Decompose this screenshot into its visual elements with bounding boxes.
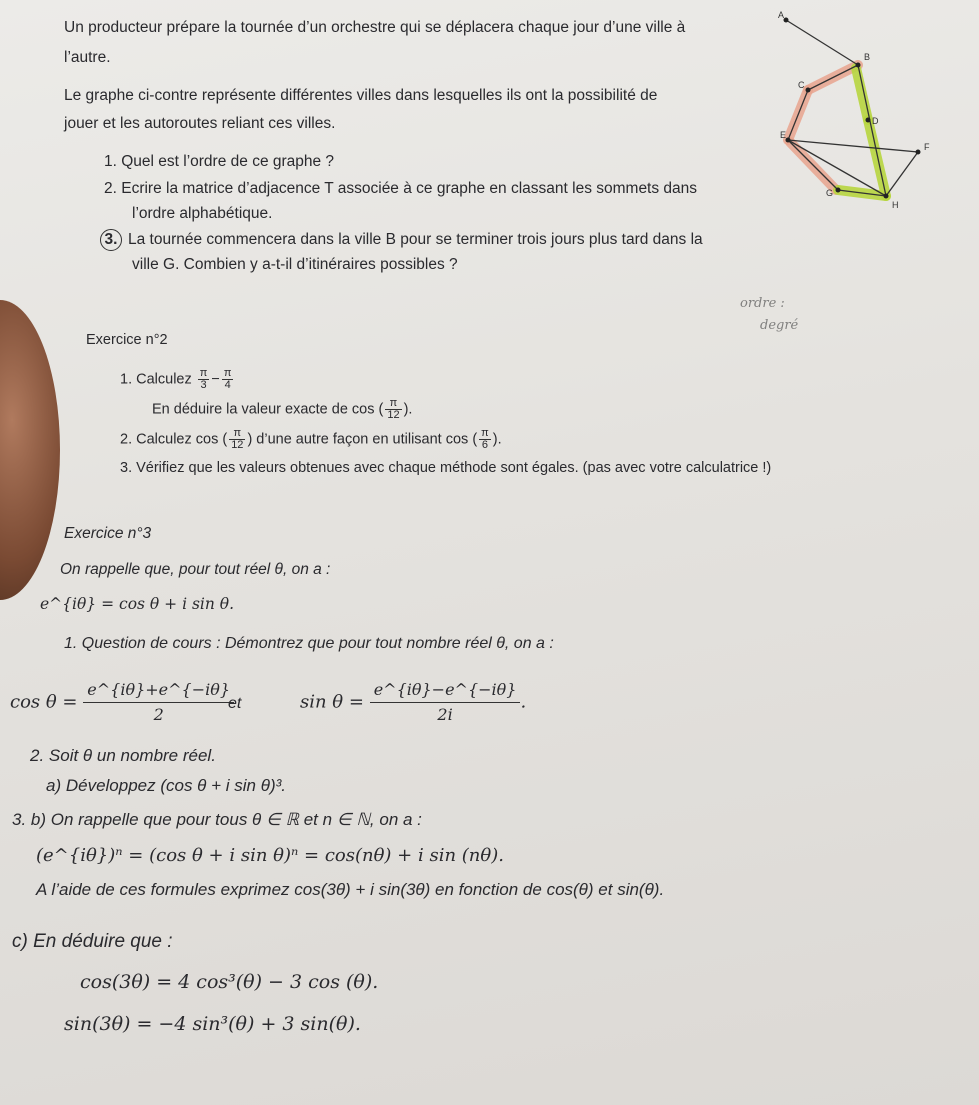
fraction-pi-over-3: $\frac{\pi}{3}$	[199, 367, 208, 391]
ex3-title: Exercice n°3	[64, 525, 152, 542]
handwritten-note-line2: degré	[760, 318, 799, 333]
minus-sign: −	[211, 371, 220, 388]
ex3-recall: On rappelle que, pour tout réel θ, on a :	[60, 561, 331, 578]
ex3-question-1: 1. Question de cours : Démontrez que pour tout nombre réel θ, on a :	[64, 635, 554, 652]
ex3-aide-instruction: A l’aide de ces formules exprimez cos(3θ) + i sin(3θ) en fonction de cos(θ) et sin(θ).	[36, 880, 665, 899]
node-label-c: C	[798, 80, 805, 90]
ex2-question-1-line2: En déduire la valeur exacte de cos ( $\frac{\pi}{12}$ ).	[152, 397, 413, 421]
fraction-pi-over-12: $\frac{\pi}{12}$	[387, 397, 400, 421]
node-label-d: D	[872, 116, 879, 126]
ex1-question-2-line1: 2. Ecrire la matrice d’adjacence T associée à ce graphe en classant les sommets dans	[104, 180, 698, 197]
et-connector: et	[228, 695, 242, 712]
edge-c-e	[788, 90, 808, 140]
fraction-pi-over-4: $\frac{\pi}{4}$	[223, 367, 232, 391]
node-label-g: G	[826, 188, 834, 198]
fraction-pi-over-6: $\frac{\pi}{6}$	[481, 427, 489, 451]
edge-b-c	[808, 65, 858, 90]
node-label-a: A	[778, 10, 785, 20]
handwritten-note-line1: ordre :	[740, 296, 785, 311]
ex2-question-3: 3. Vérifiez que les valeurs obtenues avec chaque méthode sont égales. (pas avec votre calculatrice !)	[120, 460, 772, 476]
node-label-f: F	[924, 142, 930, 152]
ex1-question-1: 1. Quel est l’ordre de ce graphe ?	[104, 153, 335, 170]
sin-formula: sin θ = $\frac{e\^{}\{i\theta\}-e\^{}\{-i\theta\}}{2i}$ .	[300, 680, 527, 724]
edge-e-f	[788, 140, 918, 152]
cos-fraction: $\frac{e\^{}\{i\theta\}+e\^{}\{-i\theta\}}{2}$	[83, 680, 234, 725]
edge-h-f	[886, 152, 918, 196]
euler-formula: e^{iθ} = cos θ + i sin θ.	[40, 595, 235, 613]
circled-number-3: 3.	[100, 229, 122, 251]
city-graph	[768, 10, 968, 220]
node-label-b: B	[864, 52, 871, 62]
edge-b-h	[858, 65, 886, 196]
sin-fraction: $\frac{e\^{}\{i\theta\}-e\^{}\{-i\theta\}}{2i}$	[370, 680, 521, 725]
ex1-question-3-line2: ville G. Combien y a-t-il d’itinéraires possibles ?	[132, 256, 458, 273]
highlight-edge-b-d	[856, 68, 868, 120]
ex1-question-3-line1	[100, 229, 703, 251]
ex1-intro-line2: l’autre.	[64, 49, 111, 66]
ex1-question-3-text: La tournée commencera dans la ville B pour se terminer trois jours plus tard dans la	[128, 231, 703, 248]
ex2-question-1-line1	[120, 368, 235, 391]
cos-formula	[10, 680, 234, 725]
cos-lhs: cos θ =	[10, 691, 78, 713]
ex1-intro-line1: Un producteur prépare la tournée d’un orchestre qui se déplacera chaque jour d’une ville à	[64, 19, 686, 36]
ex2-question-2: 2. Calculez cos ( $\frac{\pi}{12}$ ) d’une autre façon en utilisant cos ( $\frac{\pi}{6}$ ).	[120, 427, 502, 451]
ex3-question-2: 2. Soit θ un nombre réel.	[30, 746, 216, 765]
ex1-para-line2: jouer et les autoroutes reliant ces villes.	[64, 115, 336, 132]
cos-3theta-result: cos(3θ) = 4 cos³(θ) − 3 cos (θ).	[80, 971, 379, 993]
ex2-q1-label: 1. Calculez	[120, 371, 192, 388]
sin-lhs: sin θ =	[300, 691, 364, 713]
ex1-para-line1: Le graphe ci-contre représente différentes villes dans lesquelles ils ont la possibilité de	[64, 87, 658, 104]
ex2-title: Exercice n°2	[86, 332, 168, 348]
ex3-question-c: c) En déduire que :	[12, 931, 173, 952]
edge-a-b	[786, 20, 858, 65]
ex3-question-2a: a) Développez (cos θ + i sin θ)³.	[46, 776, 287, 795]
node-label-h: H	[892, 200, 899, 210]
node-label-e: E	[780, 130, 787, 140]
fraction-pi-over-12-b: $\frac{\pi}{12}$	[231, 427, 244, 451]
ex3-question-3b: 3. b) On rappelle que pour tous θ ∈ ℝ et n ∈ ℕ, on a :	[12, 810, 422, 829]
de-moivre-formula: (e^{iθ})ⁿ = (cos θ + i sin θ)ⁿ = cos(nθ) + i sin (nθ).	[36, 845, 504, 866]
ex1-question-2-line2: l’ordre alphabétique.	[132, 205, 273, 222]
sin-3theta-result: sin(3θ) = −4 sin³(θ) + 3 sin(θ).	[64, 1013, 361, 1035]
